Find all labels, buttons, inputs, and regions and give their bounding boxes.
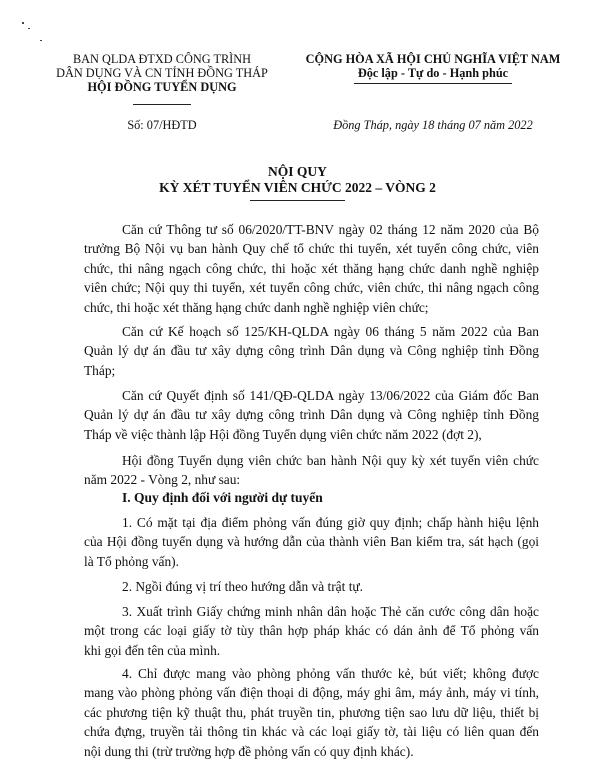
org-name-line-1: BAN QLDA ĐTXD CÔNG TRÌNH [72, 52, 252, 66]
paragraph-legal-basis-2 [84, 322, 539, 380]
document-number: Số: 07/HĐTD [127, 118, 197, 132]
document-subtitle: KỲ XÉT TUYỂN VIÊN CHỨC 2022 – VÒNG 2 [159, 180, 436, 195]
rule-line: một trong các loại giấy tờ tùy thân hợp pháp khác có dán ảnh để Tổ phỏng vấn [84, 623, 539, 639]
paragraph-line: Căn cứ Quyết định số 141/QĐ-QLDA ngày 13/06/2022 của Giám đốc Ban [122, 388, 539, 403]
paragraph-line: Tháp về việc thành lập Hội đồng Tuyển dụng viên chức năm 2022 (đợt 2), [84, 426, 482, 442]
title-underline [250, 200, 345, 201]
rule-item-3 [84, 602, 539, 660]
council-name: HỘI ĐỒNG TUYỂN DỤNG [87, 80, 237, 94]
rule-line: là Tổ phỏng vấn). [84, 553, 179, 569]
org-name-line-2: DÂN DỤNG VÀ CN TỈNH ĐỒNG THÁP [56, 66, 268, 80]
paragraph-issuance [84, 451, 539, 490]
paragraph-legal-basis-3 [84, 386, 539, 444]
paragraph-line: chức, thi nâng ngạch công chức, thi hoặc xét thăng hạng chức danh nghề nghiệp [84, 260, 539, 276]
paragraph-line: Căn cứ Kế hoạch số 125/KH-QLDA ngày 06 tháng 5 năm 2022 của Ban [122, 324, 539, 339]
paragraph-line: Quản lý dự án đầu tư xây dựng công trình Dân dụng và Công nghiệp tỉnh Đồng [84, 343, 539, 359]
nation-name: CỘNG HÒA XÃ HỘI CHỦ NGHĨA VIỆT NAM [305, 52, 561, 66]
scan-speck [28, 28, 30, 29]
rule-line: mang vào phòng phỏng vấn điện thoại di động, máy ghi âm, máy ảnh, máy vi tính, [84, 685, 539, 701]
rule-line: 2. Ngồi đúng vị trí theo hướng dẫn và trật tự. [122, 579, 364, 594]
rule-line: các phương tiện kỹ thuật thu, phát truyền tin, phương tiện sao lưu dữ liệu, thiết bị [84, 704, 539, 720]
paragraph-line: Hội đồng Tuyển dụng viên chức ban hành Nội quy kỳ xét tuyển viên chức [122, 453, 539, 468]
rule-line: nội dung thi (trừ trường hợp đề phỏng vấn có quy định khác). [84, 743, 414, 759]
rule-item-1 [84, 513, 539, 571]
section-heading: I. Quy định đối với người dự tuyển [122, 490, 323, 505]
paragraph-line: viên chức; Nội quy thi tuyển, xét tuyển công chức, viên chức, thi nâng ngạch công [84, 280, 539, 296]
motto-underline [354, 83, 512, 84]
paragraph-line: Tháp; [84, 362, 116, 378]
scan-speck [22, 22, 24, 24]
paragraph-line: trưởng Bộ Nội vụ ban hành Quy chế tổ chức thi tuyển, xét tuyển công chức, viên [84, 241, 539, 257]
rule-line: khi gọi đến tên của mình. [84, 642, 221, 658]
document-title: NỘI QUY [268, 164, 327, 179]
document-date: Đồng Tháp, ngày 18 tháng 07 năm 2022 [333, 118, 533, 132]
paragraph-legal-basis-1 [84, 220, 539, 317]
paragraph-line: Căn cứ Thông tư số 06/2020/TT-BNV ngày 02 tháng 12 năm 2020 của Bộ [122, 222, 539, 237]
national-motto: Độc lập - Tự do - Hạnh phúc [357, 66, 509, 80]
rule-line: 3. Xuất trình Giấy chứng minh nhân dân hoặc Thẻ căn cước công dân hoặc [122, 604, 539, 619]
rule-item-4 [84, 664, 539, 761]
council-underline [133, 104, 191, 105]
rule-item-2 [84, 577, 539, 596]
rule-line: 4. Chỉ được mang vào phòng phỏng vấn thước kẻ, bút viết; không được [122, 666, 539, 681]
paragraph-line: năm 2022 - Vòng 2, như sau: [84, 472, 241, 488]
rule-line: 1. Có mặt tại địa điểm phỏng vấn đúng giờ quy định; chấp hành hiệu lệnh [122, 515, 539, 530]
scan-speck [40, 40, 42, 41]
paragraph-line: Quản lý dự án đầu tư xây dựng công trình Dân dụng và Công nghiệp tỉnh Đồng [84, 407, 539, 423]
rule-line: chứa đựng, truyền tải thông tin khác và các loại giấy tờ, tài liệu có liên quan đến [84, 724, 539, 740]
rule-line: của Hội đồng tuyển dụng và hướng dẫn của thành viên Ban kiểm tra, sát hạch (gọi [84, 534, 539, 550]
paragraph-line: chức, thi hoặc xét thăng hạng chức danh nghề nghiệp viên chức; [84, 299, 429, 315]
